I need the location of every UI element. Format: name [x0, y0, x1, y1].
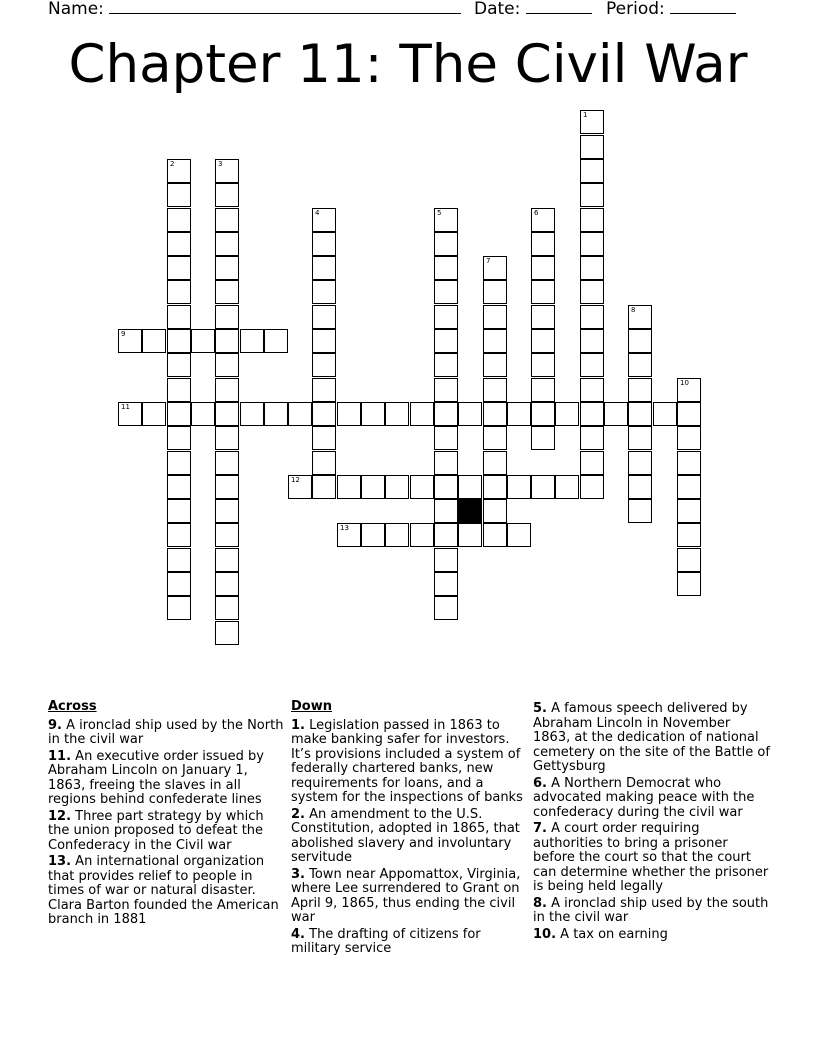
grid-cell[interactable]	[337, 523, 361, 547]
grid-cell[interactable]	[167, 475, 191, 499]
grid-cell[interactable]	[215, 353, 239, 377]
across-heading: Across	[48, 699, 97, 714]
grid-cell[interactable]	[555, 475, 579, 499]
grid-cell[interactable]	[677, 451, 701, 475]
grid-cell[interactable]	[483, 280, 507, 304]
grid-cell[interactable]	[215, 208, 239, 232]
grid-cell[interactable]	[118, 402, 142, 426]
grid-cell[interactable]	[167, 548, 191, 572]
grid-cell[interactable]	[677, 572, 701, 596]
grid-cell[interactable]	[580, 329, 604, 353]
grid-cell[interactable]	[385, 402, 409, 426]
clue-across-12: 12. Three part strategy by which the union proposed to defeat the Confederacy in the Civil war	[48, 808, 264, 853]
grid-cell[interactable]	[580, 183, 604, 207]
clue-across-9: 9. A ironclad ship used by the North in the civil war	[48, 717, 284, 747]
grid-cell[interactable]	[385, 475, 409, 499]
grid-cell[interactable]	[167, 523, 191, 547]
grid-cell[interactable]	[483, 523, 507, 547]
grid-cell[interactable]	[434, 499, 458, 523]
grid-cell[interactable]	[580, 305, 604, 329]
grid-cell[interactable]	[531, 208, 555, 232]
grid-cell[interactable]	[361, 475, 385, 499]
black-cell	[458, 499, 482, 523]
down-clues-continued	[533, 702, 771, 944]
grid-cell[interactable]	[677, 402, 701, 426]
clue-number: 8	[631, 306, 636, 314]
grid-cell[interactable]	[580, 280, 604, 304]
grid-cell[interactable]	[410, 475, 434, 499]
grid-cell[interactable]	[215, 305, 239, 329]
grid-cell[interactable]	[215, 232, 239, 256]
grid-cell[interactable]	[215, 426, 239, 450]
clue-number: 4	[315, 209, 320, 217]
grid-cell[interactable]	[483, 329, 507, 353]
grid-cell[interactable]	[580, 475, 604, 499]
across-clues	[48, 700, 284, 930]
grid-cell[interactable]	[215, 256, 239, 280]
date-label: Date:	[474, 0, 521, 19]
grid-cell[interactable]	[167, 232, 191, 256]
grid-cell[interactable]	[167, 426, 191, 450]
grid-cell[interactable]	[410, 523, 434, 547]
period-label: Period:	[606, 0, 665, 19]
page-title: Chapter 11: The Civil War	[68, 34, 748, 95]
grid-cell[interactable]	[531, 475, 555, 499]
grid-cell[interactable]	[580, 135, 604, 159]
grid-cell[interactable]	[215, 183, 239, 207]
clue-across-11: 11. An executive order issued by Abraham Lincoln on January 1, 1863, freeing the slaves in all regions behind confederate lines	[48, 748, 264, 807]
clue-number: 7	[486, 257, 491, 265]
grid-cell[interactable]	[580, 208, 604, 232]
grid-cell[interactable]	[677, 378, 701, 402]
grid-cell[interactable]	[483, 402, 507, 426]
grid-cell[interactable]	[215, 378, 239, 402]
grid-cell[interactable]	[312, 208, 336, 232]
clue-number: 11	[121, 403, 130, 411]
grid-cell[interactable]	[312, 329, 336, 353]
clue-down-7: 7. A court order requiring authorities to bring a prisoner before the court so that the court can determine whether the prisoner is being held legally	[533, 821, 769, 894]
grid-cell[interactable]	[215, 499, 239, 523]
grid-cell[interactable]	[434, 329, 458, 353]
grid-cell[interactable]	[604, 402, 628, 426]
grid-cell[interactable]	[312, 402, 336, 426]
grid-cell[interactable]	[312, 451, 336, 475]
grid-cell[interactable]	[434, 305, 458, 329]
grid-cell[interactable]	[215, 475, 239, 499]
grid-cell[interactable]	[434, 523, 458, 547]
grid-cell[interactable]	[628, 499, 652, 523]
grid-cell[interactable]	[312, 353, 336, 377]
grid-cell[interactable]	[434, 232, 458, 256]
grid-cell[interactable]	[580, 451, 604, 475]
grid-cell[interactable]	[385, 523, 409, 547]
grid-cell[interactable]	[142, 329, 166, 353]
grid-cell[interactable]	[215, 329, 239, 353]
grid-cell[interactable]	[215, 159, 239, 183]
grid-cell[interactable]	[167, 451, 191, 475]
grid-cell[interactable]	[312, 256, 336, 280]
grid-cell[interactable]	[458, 402, 482, 426]
grid-cell[interactable]	[167, 305, 191, 329]
clue-number: 6	[534, 209, 539, 217]
grid-cell[interactable]	[167, 596, 191, 620]
grid-cell[interactable]	[215, 572, 239, 596]
grid-cell[interactable]	[434, 451, 458, 475]
grid-cell[interactable]	[628, 426, 652, 450]
grid-cell[interactable]	[167, 159, 191, 183]
grid-cell[interactable]	[531, 402, 555, 426]
grid-cell[interactable]	[142, 402, 166, 426]
grid-cell[interactable]	[191, 329, 215, 353]
grid-cell[interactable]	[215, 596, 239, 620]
grid-cell[interactable]	[288, 402, 312, 426]
grid-cell[interactable]	[628, 353, 652, 377]
clue-number: 12	[291, 476, 300, 484]
grid-cell[interactable]	[167, 402, 191, 426]
grid-cell[interactable]	[167, 378, 191, 402]
grid-cell[interactable]	[264, 402, 288, 426]
grid-cell[interactable]	[167, 353, 191, 377]
clue-down-3: 3. Town near Appomattox, Virginia, where Lee surrendered to Grant on April 9, 1865, thus ending the civil war	[291, 866, 521, 925]
grid-cell[interactable]	[653, 402, 677, 426]
grid-cell[interactable]	[167, 208, 191, 232]
grid-cell[interactable]	[434, 426, 458, 450]
grid-cell[interactable]	[628, 329, 652, 353]
clue-number: 9	[121, 330, 126, 338]
grid-cell[interactable]	[531, 353, 555, 377]
grid-cell[interactable]	[580, 110, 604, 134]
grid-cell[interactable]	[312, 280, 336, 304]
grid-cell[interactable]	[337, 402, 361, 426]
grid-cell[interactable]	[167, 256, 191, 280]
clue-number: 13	[340, 524, 349, 532]
grid-cell[interactable]	[434, 353, 458, 377]
grid-cell[interactable]	[458, 523, 482, 547]
grid-cell[interactable]	[215, 621, 239, 645]
grid-cell[interactable]	[361, 523, 385, 547]
grid-cell[interactable]	[677, 426, 701, 450]
grid-cell[interactable]	[434, 280, 458, 304]
grid-cell[interactable]	[507, 523, 531, 547]
grid-cell[interactable]	[434, 256, 458, 280]
grid-cell[interactable]	[434, 208, 458, 232]
grid-cell[interactable]	[483, 378, 507, 402]
grid-cell[interactable]	[434, 572, 458, 596]
grid-cell[interactable]	[361, 402, 385, 426]
grid-cell[interactable]	[531, 378, 555, 402]
grid-cell[interactable]	[434, 402, 458, 426]
clue-down-1: 1. Legislation passed in 1863 to make banking safer for investors. It’s provisions included a system of federally chartered banks, new requirements for loans, and a system for the inspections of banks	[291, 717, 523, 805]
grid-cell[interactable]	[507, 475, 531, 499]
grid-cell[interactable]	[531, 426, 555, 450]
grid-cell[interactable]	[410, 402, 434, 426]
grid-cell[interactable]	[264, 329, 288, 353]
grid-cell[interactable]	[434, 475, 458, 499]
grid-cell[interactable]	[240, 402, 264, 426]
grid-cell[interactable]	[483, 426, 507, 450]
grid-cell[interactable]	[628, 475, 652, 499]
grid-cell[interactable]	[531, 232, 555, 256]
grid-cell[interactable]	[580, 426, 604, 450]
grid-cell[interactable]	[215, 523, 239, 547]
grid-cell[interactable]	[312, 305, 336, 329]
grid-cell[interactable]	[240, 329, 264, 353]
grid-cell[interactable]	[312, 378, 336, 402]
clue-down-4: 4. The drafting of citizens for military service	[291, 926, 481, 956]
grid-cell[interactable]	[677, 499, 701, 523]
grid-cell[interactable]	[628, 305, 652, 329]
grid-cell[interactable]	[215, 451, 239, 475]
grid-cell[interactable]	[312, 475, 336, 499]
grid-cell[interactable]	[434, 378, 458, 402]
grid-cell[interactable]	[167, 329, 191, 353]
grid-cell[interactable]	[167, 572, 191, 596]
grid-cell[interactable]	[531, 305, 555, 329]
grid-cell[interactable]	[167, 280, 191, 304]
down-clues	[291, 700, 527, 959]
grid-cell[interactable]	[215, 548, 239, 572]
name-label: Name:	[48, 0, 104, 19]
grid-cell[interactable]	[628, 378, 652, 402]
grid-cell[interactable]	[118, 329, 142, 353]
grid-cell[interactable]	[677, 523, 701, 547]
grid-cell[interactable]	[483, 499, 507, 523]
clue-number: 1	[583, 111, 588, 119]
grid-cell[interactable]	[458, 475, 482, 499]
clue-number: 3	[218, 160, 223, 168]
grid-cell[interactable]	[215, 280, 239, 304]
grid-cell[interactable]	[434, 596, 458, 620]
grid-cell[interactable]	[555, 402, 579, 426]
grid-cell[interactable]	[507, 402, 531, 426]
grid-cell[interactable]	[628, 402, 652, 426]
grid-cell[interactable]	[677, 475, 701, 499]
clue-number: 5	[437, 209, 442, 217]
grid-cell[interactable]	[531, 329, 555, 353]
clue-down-6: 6. A Northern Democrat who advocated making peace with the confederacy during the civil war	[533, 775, 755, 820]
grid-cell[interactable]	[167, 183, 191, 207]
grid-cell[interactable]	[312, 426, 336, 450]
grid-cell[interactable]	[312, 232, 336, 256]
clue-down-10: 10. A tax on earning	[533, 926, 668, 942]
grid-cell[interactable]	[580, 402, 604, 426]
grid-cell[interactable]	[483, 305, 507, 329]
clue-down-5: 5. A famous speech delivered by Abraham Lincoln in November 1863, at the dedication of national cemetery on the site of the Battle of Gettysburg	[533, 701, 770, 774]
clue-number: 2	[170, 160, 175, 168]
clue-across-13: 13. An international organization that provides relief to people in times of war or natural disaster. Clara Barton founded the American branch in 1881	[48, 854, 279, 927]
clue-number: 10	[680, 379, 689, 387]
grid-cell[interactable]	[337, 475, 361, 499]
grid-cell[interactable]	[580, 256, 604, 280]
down-heading: Down	[291, 699, 332, 714]
clue-down-8: 8. A ironclad ship used by the south in the civil war	[533, 895, 769, 925]
grid-cell[interactable]	[167, 499, 191, 523]
grid-cell[interactable]	[580, 232, 604, 256]
grid-cell[interactable]	[483, 256, 507, 280]
grid-cell[interactable]	[580, 378, 604, 402]
grid-cell[interactable]	[483, 475, 507, 499]
grid-cell[interactable]	[434, 548, 458, 572]
grid-cell[interactable]	[191, 402, 215, 426]
grid-cell[interactable]	[531, 280, 555, 304]
grid-cell[interactable]	[483, 451, 507, 475]
grid-cell[interactable]	[677, 548, 701, 572]
clue-down-2: 2. An amendment to the U.S. Constitution, adopted in 1865, that abolished slavery and involuntary servitude	[291, 806, 520, 865]
grid-cell[interactable]	[580, 353, 604, 377]
grid-cell[interactable]	[531, 256, 555, 280]
grid-cell[interactable]	[215, 402, 239, 426]
grid-cell[interactable]	[483, 353, 507, 377]
grid-cell[interactable]	[288, 475, 312, 499]
grid-cell[interactable]	[628, 451, 652, 475]
grid-cell[interactable]	[580, 159, 604, 183]
